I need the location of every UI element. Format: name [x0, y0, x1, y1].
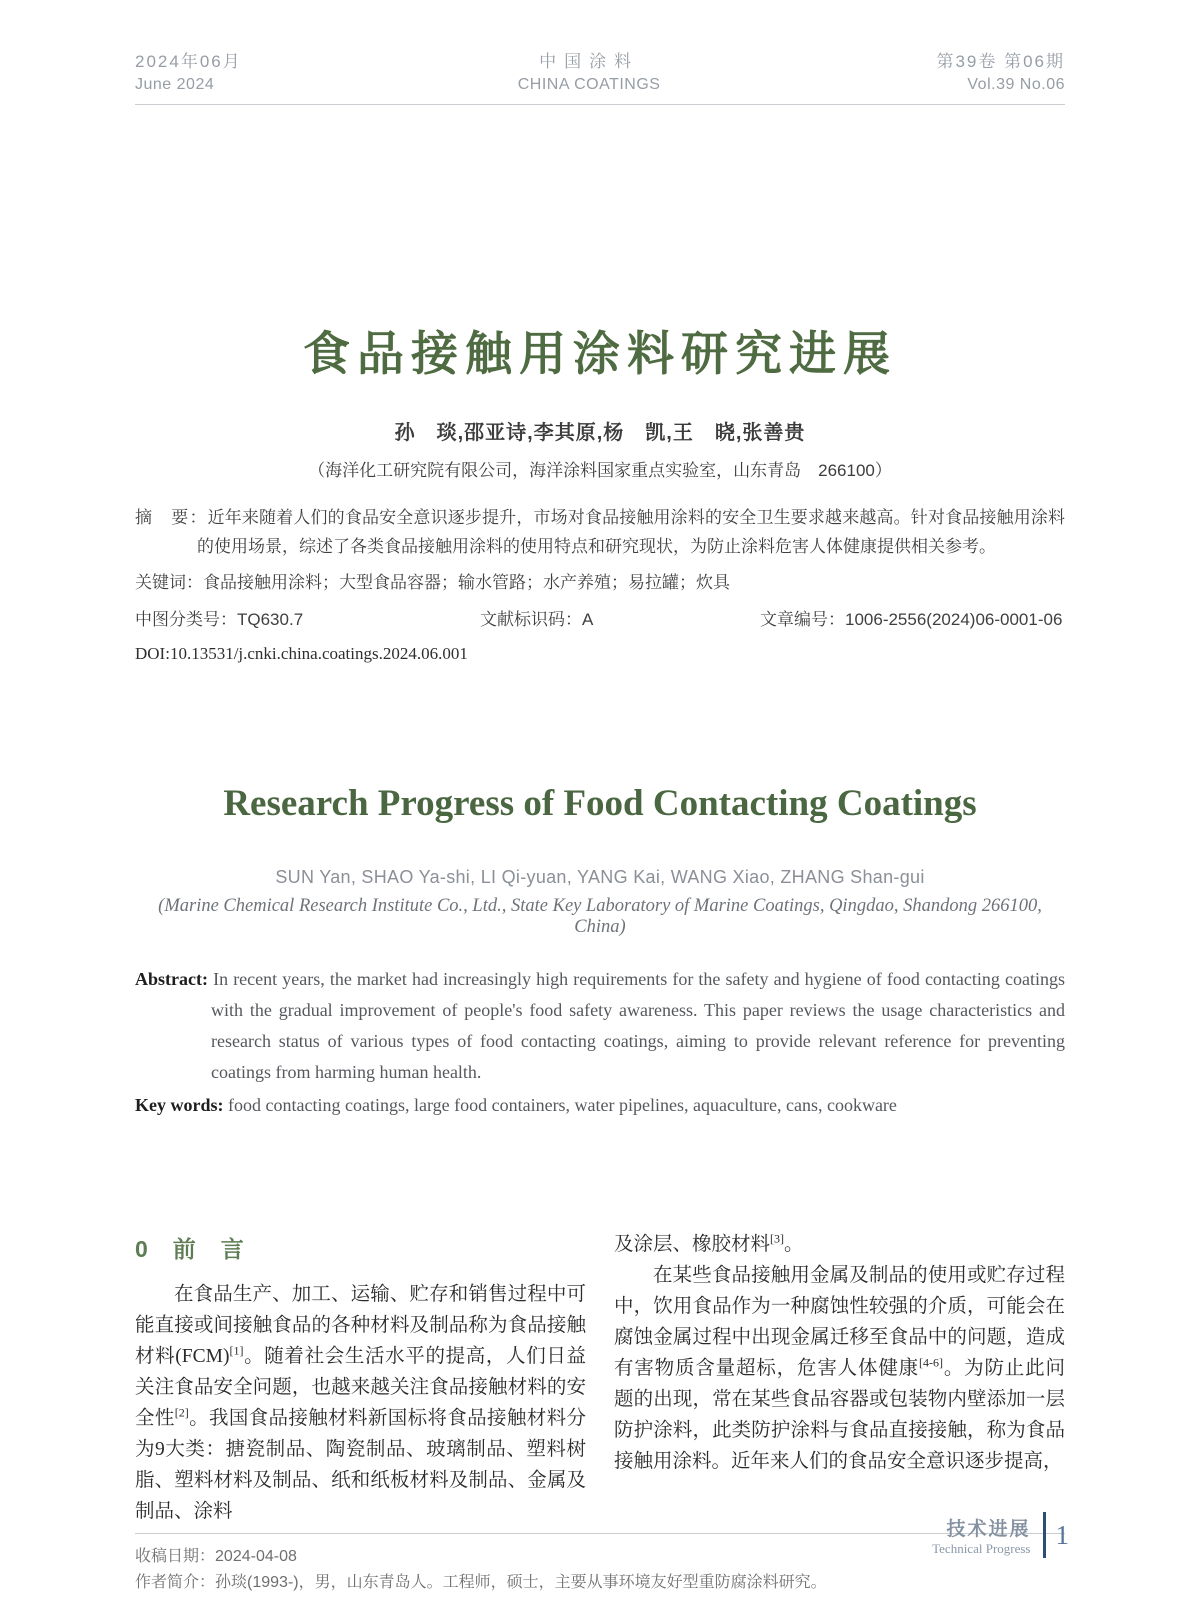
abstract-en-text: In recent years, the market had increasingly high requirements for the safety and hygiene of food contacting coatings with the gradual improvement of people's food safety awareness. This paper reviews the usage characteristics and research status of various types of food contacting coatings, aiming to provide relevant reference for preventing coatings from harming human health. — [211, 969, 1065, 1082]
author-bio-label: 作者简介： — [135, 1574, 216, 1591]
clc-number — [135, 605, 480, 630]
keywords-zh-label: 关键词： — [135, 573, 203, 592]
footnote-rule — [135, 1533, 1065, 1534]
column-title-zh: 技术进展 — [946, 1518, 1031, 1540]
document-code — [480, 605, 760, 630]
page-footer — [932, 1512, 1069, 1558]
journal-name-zh: 中国涂料 — [539, 52, 640, 71]
authors-en: SUN Yan, SHAO Ya-shi, LI Qi-yuan, YANG Kai, WANG Xiao, ZHANG Shan-gui — [275, 867, 925, 887]
clc-label: 中图分类号： — [135, 610, 237, 629]
abstract-zh — [135, 503, 1065, 561]
author-bio-value: 孙琰(1993-)，男，山东青岛人。工程师，硕士，主要从事环境友好型重防腐涂料研究。 — [215, 1574, 827, 1591]
keywords-zh-text: 食品接触用涂料；大型食品容器；输水管路；水产养殖；易拉罐；炊具 — [203, 573, 730, 592]
affiliation-zh: （海洋化工研究院有限公司，海洋涂料国家重点实验室，山东青岛 266100） — [308, 461, 892, 480]
running-head-journal — [518, 50, 661, 96]
running-head-date — [135, 50, 242, 96]
article-id — [760, 605, 1065, 630]
body-column-right — [614, 1229, 1065, 1527]
volume-issue-zh: 第39卷 第06期 — [936, 52, 1065, 71]
running-head — [135, 0, 1065, 96]
keywords-en — [135, 1090, 1065, 1121]
body-paragraph: 在食品生产、加工、运输、贮存和销售过程中可能直接或间接触食品的各种材料及制品称为食品接触材料(FCM)[1]。随着社会生活水平的提高，人们日益关注食品安全问题，也越来越关注食品接触材料的安全性[2]。我国食品接触材料新国标将食品接触材料分为9大类：搪瓷制品、陶瓷制品、玻璃制品、塑料树脂、塑料材料及制品、纸和纸板材料及制品、金属及制品、涂料 — [135, 1284, 586, 1522]
abstract-zh-label: 摘 要： — [135, 508, 208, 527]
journal-name-en: CHINA COATINGS — [517, 76, 661, 93]
footer-divider-bar — [1043, 1512, 1046, 1558]
column-title-en: Technical Progress — [932, 1540, 1031, 1556]
document-code-value: A — [582, 610, 594, 629]
document-code-label: 文献标识码： — [480, 610, 582, 629]
header-rule — [135, 104, 1065, 105]
abstract-en — [135, 964, 1065, 1088]
article-title-zh: 食品接触用涂料研究进展 — [303, 327, 897, 380]
running-head-date-zh: 2024年06月 — [135, 52, 242, 71]
received-date-line — [135, 1544, 1065, 1570]
running-head-date-en: June 2024 — [135, 76, 215, 93]
doi: DOI:10.13531/j.cnki.china.coatings.2024.06.001 — [135, 644, 468, 663]
affiliation-en: (Marine Chemical Research Institute Co., Ltd., State Key Laboratory of Marine Coatings, Qingdao, Shandong 266100, China) — [158, 896, 1042, 937]
body-paragraph: 及涂层、橡胶材料[3]。 — [614, 1231, 804, 1255]
body-column-left — [135, 1229, 586, 1527]
received-date-value: 2024-04-08 — [215, 1548, 297, 1565]
authors-zh: 孙 琰,邵亚诗,李其原,杨 凯,王 晓,张善贵 — [394, 422, 806, 444]
body-paragraph: 在某些食品接触用金属及制品的使用或贮存过程中，饮用食品作为一种腐蚀性较强的介质，可能会在腐蚀金属过程中出现金属迁移至食品中的问题，造成有害物质含量超标，危害人体健康[4-6]。为防止此问题的出现，常在某些食品容器或包装物内壁添加一层防护涂料，此类防护涂料与食品直接接触，称为食品接触用涂料。近年来人们的食品安全意识逐步提高， — [614, 1265, 1065, 1472]
abstract-zh-text: 近年来随着人们的食品安全意识逐步提升，市场对食品接触用涂料的安全卫生要求越来越高。针对食品接触用涂料的使用场景，综述了各类食品接触用涂料的使用特点和研究现状，为防止涂料危害人体健康提供相关参考。 — [197, 508, 1066, 556]
footnote — [135, 1544, 1065, 1596]
article-meta-row — [135, 605, 1065, 630]
body-columns — [135, 1229, 1065, 1527]
article-id-value: 1006-2556(2024)06-0001-06 — [845, 610, 1063, 629]
clc-value: TQ630.7 — [237, 610, 304, 629]
keywords-en-label: Key words: — [135, 1095, 224, 1115]
keywords-en-text: food contacting coatings, large food containers, water pipelines, aquaculture, cans, cookware — [228, 1095, 897, 1115]
section-0-heading: 0 前 言 — [135, 1236, 245, 1262]
received-date-label: 收稿日期： — [135, 1548, 216, 1565]
running-head-volume — [936, 50, 1065, 96]
volume-issue-en: Vol.39 No.06 — [967, 76, 1065, 93]
keywords-zh — [135, 568, 1065, 597]
abstract-en-label: Abstract: — [135, 969, 208, 989]
page-number: 1 — [1055, 1519, 1069, 1550]
author-bio-line — [135, 1570, 1065, 1596]
article-id-label: 文章编号： — [760, 610, 845, 629]
column-title — [932, 1514, 1030, 1557]
article-title-en: Research Progress of Food Contacting Coatings — [223, 783, 977, 824]
